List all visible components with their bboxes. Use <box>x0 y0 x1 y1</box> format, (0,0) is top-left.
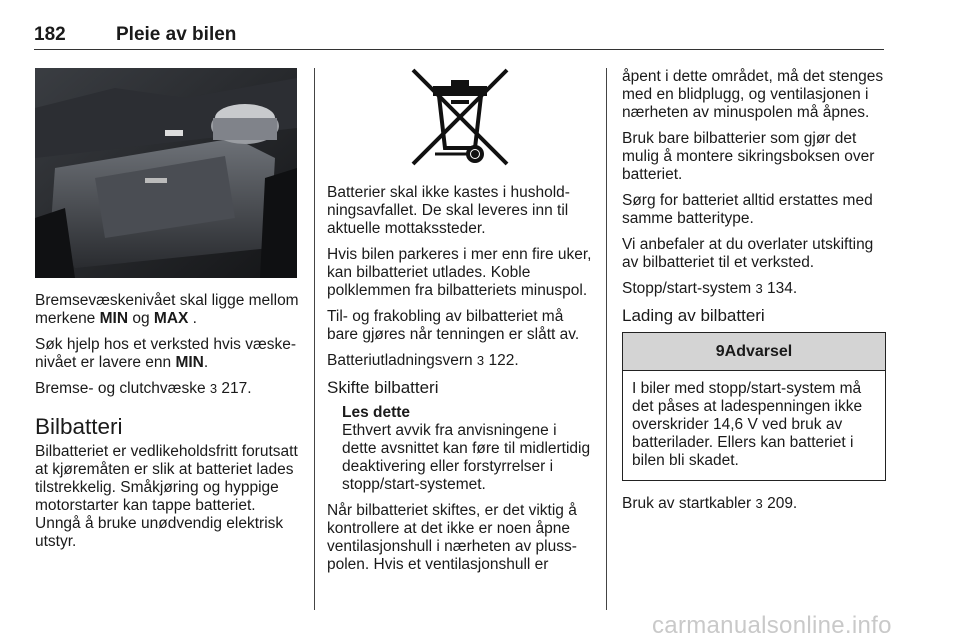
connect-paragraph: Til- og frakobling av bilbatteriet må bare gjøres når tenningen er slått av. <box>327 308 580 343</box>
note-body: Ethvert avvik fra anvisningene i dette avsnittet kan føre til midlertidig deaktivering eller forstyrrelser i stopp/start-systemet. <box>342 422 591 493</box>
warning-title: Advarsel <box>724 343 793 360</box>
replace-paragraph: Når bilbatteriet skiftes, er det viktig å kontrollere at det ikke er noen åpne ventilasjonshull i nærheten av plusspolen. Hvis et ventilasjonshull er <box>327 502 577 573</box>
warning-header <box>623 333 885 371</box>
warning-icon: 9 <box>715 343 725 360</box>
section-heading-battery: Bilbatteri <box>35 414 123 439</box>
column-divider-2 <box>606 68 607 610</box>
battery-paragraph: Bilbatteriet er vedlikeholdsfritt forutsatt at kjøremåten er slik at batteriet lades tilstrekkelig. Småkjøring og hyppige motorstarter kan tappe batteriet. Unngå å bruke unødvendig elektrisk utstyr. <box>35 443 298 550</box>
brake-help-text: Søk hjelp hos et verksted hvis væskenivået er lavere enn MIN. <box>35 336 297 371</box>
page-ref-icon: 3 <box>476 353 485 368</box>
workshop-paragraph: Vi anbefaler at du overlater utskifting av bilbatteriet til et verksted. <box>622 236 874 271</box>
brake-fluid-reservoir-photo <box>35 68 297 278</box>
page-ref-icon: 3 <box>755 496 763 511</box>
column-2 <box>327 184 595 582</box>
stopstart-reference: Stopp/start-system 3 134. <box>622 280 798 297</box>
same-type-paragraph: Sørg for batteriet alltid erstattes med samme batteritype. <box>622 192 873 227</box>
column-divider-1 <box>314 68 315 610</box>
page-ref-icon: 3 <box>755 281 763 296</box>
warning-body: I biler med stopp/start-system må det påses at ladespenningen ikke overskrider 14,6 V ved bruk av batterilader. Ellers kan batteriet i bilen bli skadet. <box>632 380 863 469</box>
page-header <box>34 20 884 50</box>
fusebox-paragraph: Bruk bare bilbatterier som gjør det mulig å montere sikringsboksen over batteriet. <box>622 130 875 183</box>
section-heading-charging: Lading av bilbatteri <box>622 306 765 325</box>
watermark: carmanualsonline.info <box>652 612 892 639</box>
page-ref-icon: 3 <box>209 381 218 396</box>
note-title: Les dette <box>342 404 411 421</box>
warning-box <box>622 332 886 481</box>
note-box <box>327 404 595 494</box>
column-1 <box>35 292 303 559</box>
page-title: Pleie av bilen <box>116 24 237 45</box>
section-heading-replace-battery: Skifte bilbatteri <box>327 378 439 397</box>
parking-paragraph: Hvis bilen parkeres i mer enn fire uker, kan bilbatteriet utlades. Koble polklemmen fra bilbatteriets minuspol. <box>327 246 592 299</box>
brake-reference: Bremse- og clutchvæske 3 217. <box>35 380 252 397</box>
brake-level-text: Bremsevæskenivået skal ligge mellom merkene MIN og MAX . <box>35 292 299 327</box>
page-number: 182 <box>34 24 66 45</box>
crossed-out-bin-icon <box>405 66 515 170</box>
column-3 <box>622 68 886 521</box>
disposal-paragraph: Batterier skal ikke kastes i husholdningsavfallet. De skal leveres inn til aktuelle mottakssteder. <box>327 184 570 237</box>
vent-paragraph: åpent i dette området, må det stenges med en blidplugg, og ventilasjonen i nærheten av minuspolen må åpnes. <box>622 68 884 121</box>
discharge-reference: Batteriutladningsvern 3 122. <box>327 352 519 369</box>
jumpstart-reference: Bruk av startkabler 3 209. <box>622 495 798 512</box>
